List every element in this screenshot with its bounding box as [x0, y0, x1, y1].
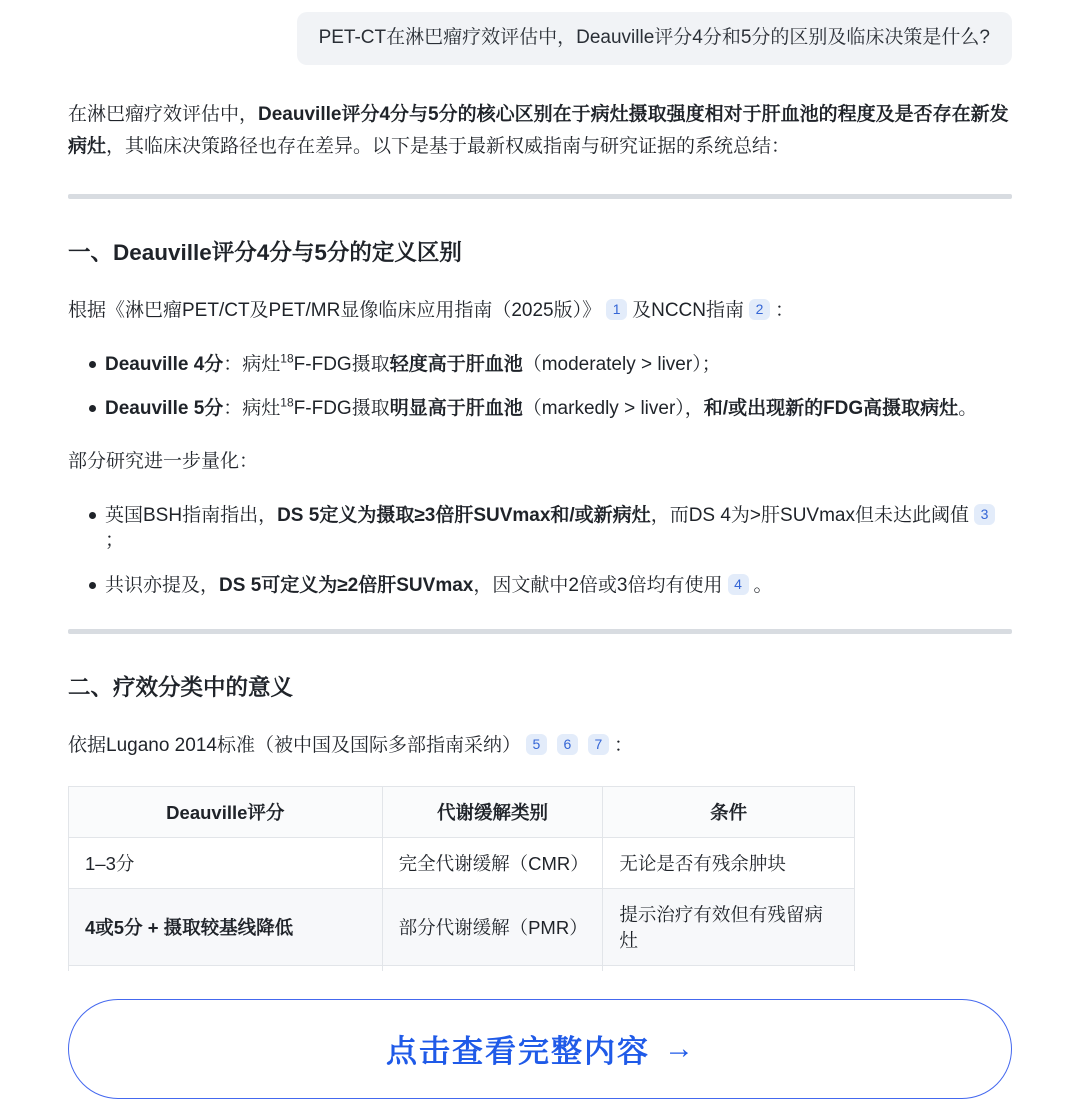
list-item-deauville-4 — [68, 352, 1012, 378]
lugano-seg1: 依据Lugano 2014标准（被中国及国际多部指南采纳） — [68, 734, 521, 756]
user-message-row — [68, 12, 1012, 65]
section1-title: 一、Deauville评分4分与5分的定义区别 — [68, 240, 462, 266]
view-full-content-button[interactable] — [68, 999, 1012, 1099]
citation-badge-3[interactable]: 3 — [974, 504, 995, 525]
guide-paragraph — [68, 295, 1012, 328]
ds4-seg2: F-FDG摄取 — [293, 353, 390, 375]
citation-badge-2[interactable]: 2 — [749, 299, 770, 320]
intro-seg1: 在淋巴瘤疗效评估中， — [68, 103, 259, 125]
table-cell-score-4-5: 4或5分 + 摄取较基线降低 — [69, 889, 383, 966]
citation-badge-5[interactable]: 5 — [526, 734, 547, 755]
citation-badge-7[interactable]: 7 — [588, 734, 609, 755]
quantification-lead: 部分研究进一步量化： — [68, 450, 259, 472]
ds5-seg3: （markedly > liver）， — [522, 398, 704, 420]
intro-paragraph — [68, 99, 1012, 164]
isotope-superscript: 18 — [280, 351, 294, 366]
ds5-label: Deauville 5分 — [105, 398, 224, 420]
ds5-bold3: 和/或出现新的FDG高摄取病灶 — [703, 398, 959, 420]
bsh-seg3: ； — [105, 530, 125, 552]
user-question-text: PET-CT在淋巴瘤疗效评估中，Deauville评分4分和5分的区别及临床决策是什么? — [318, 27, 990, 48]
consensus-seg3: 。 — [753, 574, 773, 596]
table-header-condition: 条件 — [603, 787, 855, 838]
bsh-bold1: DS 5定义为摄取≥3倍肝SUVmax和/或新病灶 — [277, 504, 651, 526]
table-cell-pmr-condition: 提示治疗有效但有残留病灶 — [603, 889, 855, 966]
list-item-consensus — [68, 573, 1012, 599]
ds5-bold2: 明显高于肝血池 — [389, 398, 523, 420]
ds4-label: Deauville 4分 — [105, 353, 224, 375]
consensus-seg2: ，因文献中2倍或3倍均有使用 — [473, 574, 723, 596]
table-header-deauville-score: Deauville评分 — [69, 787, 383, 838]
guide-seg2: 及NCCN指南 — [632, 300, 744, 322]
lugano-paragraph — [68, 730, 1012, 763]
table-cell-cmr: 完全代谢缓解（CMR） — [382, 838, 603, 889]
definition-list — [68, 352, 1012, 422]
bsh-seg1: 英国BSH指南指出， — [105, 504, 278, 526]
ds4-seg1: ：病灶 — [223, 353, 281, 375]
section2-title: 二、疗效分类中的意义 — [68, 674, 294, 700]
table-cell-cmr-condition: 无论是否有残余肿块 — [603, 838, 855, 889]
table-row — [69, 838, 855, 889]
citation-badge-4[interactable]: 4 — [728, 574, 749, 595]
table-row — [69, 889, 855, 966]
user-question-bubble — [297, 12, 1012, 65]
isotope-superscript: 18 — [280, 396, 294, 411]
ds5-seg2: F-FDG摄取 — [293, 398, 390, 420]
bsh-seg2: ，而DS 4为>肝SUVmax但未达此阈值 — [650, 504, 969, 526]
quantification-list — [68, 503, 1012, 599]
consensus-bold1: DS 5可定义为≥2倍肝SUVmax — [219, 574, 474, 596]
table-header-remission-category: 代谢缓解类别 — [382, 787, 603, 838]
remission-table — [68, 786, 855, 971]
right-arrow-icon: → — [664, 1031, 694, 1065]
table-cell-score-1-3: 1–3分 — [69, 838, 383, 889]
ds4-seg3: （moderately > liver）； — [522, 353, 721, 375]
citation-badge-6[interactable]: 6 — [557, 734, 578, 755]
table-header-row — [69, 787, 855, 838]
table-row-clipped — [69, 966, 855, 971]
guide-seg3: ： — [775, 300, 795, 322]
lugano-seg2: ： — [613, 734, 633, 756]
view-full-content-label: 点击查看完整内容 — [386, 1034, 650, 1070]
section-divider — [68, 194, 1012, 199]
section-divider — [68, 629, 1012, 634]
intro-seg3: ，其临床决策路径也存在差异。以下是基于最新权威指南与研究证据的系统总结： — [106, 136, 791, 158]
guide-seg1: 根据《淋巴瘤PET/CT及PET/MR显像临床应用指南（2025版）》 — [68, 300, 602, 322]
table-cell-pmr: 部分代谢缓解（PMR） — [382, 889, 603, 966]
citation-badge-1[interactable]: 1 — [606, 299, 627, 320]
list-item-deauville-5 — [68, 396, 1012, 422]
ds5-seg4: 。 — [958, 398, 978, 420]
consensus-seg1: 共识亦提及， — [105, 574, 220, 596]
ds4-bold2: 轻度高于肝血池 — [389, 353, 523, 375]
ds5-seg1: ：病灶 — [223, 398, 281, 420]
list-item-bsh-guideline — [68, 503, 1012, 554]
intro-bold: Deauville评分4分与5分的核心区别在于病灶摄取强度相对于肝血池的程度及是否存在新发病灶 — [68, 103, 1009, 158]
